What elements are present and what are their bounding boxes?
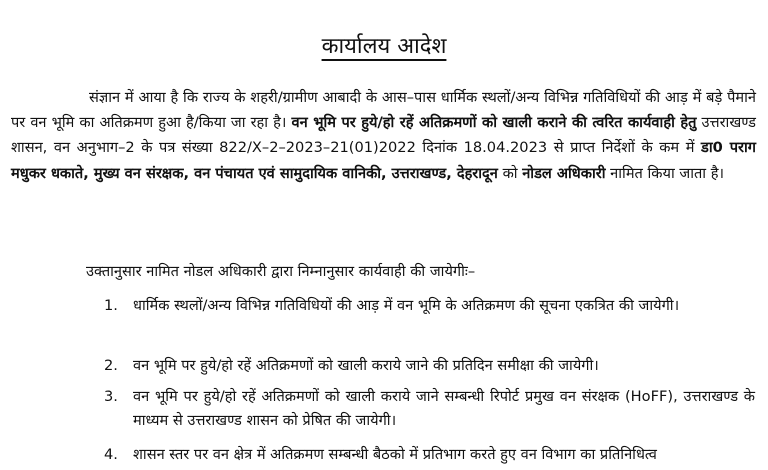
list-item-number: 4. — [104, 446, 118, 463]
list-item-number: 3. — [104, 388, 118, 405]
paragraph-part-3: को — [502, 164, 518, 182]
paragraph-bold-2: डा0 पराग मधुकर धकाते, मुख्य वन संरक्षक, वन पंचायत एवं सामुदायिक वानिकी, उत्तराखण्ड, देहरादून — [11, 139, 757, 182]
list-item-text: वन भूमि पर हुये/हो रहें अतिक्रमणों को खाली कराये जाने सम्बन्धी रिपोर्ट प्रमुख वन संरक्षक (HoFF), उत्तराखण्ड के माध्यम से उत्तराखण्ड शासन को प्रेषित की जायेगी। — [133, 388, 755, 429]
order-paragraph — [11, 85, 756, 186]
list-item-text: शासन स्तर पर वन क्षेत्र में अतिक्रमण सम्बन्धी बैठको में प्रतिभाग करते हुए वन विभाग का प्रतिनिधित्व — [133, 446, 657, 463]
paragraph-bold-1: वन भूमि पर हुये/हो रहें अतिक्रमणों को खाली कराने की त्वरित कार्यवाही हेतु — [291, 114, 697, 132]
paragraph-part-2: उत्तराखण्ड शासन, वन अनुभाग–2 के पत्र संख्या 822/X–2–2023–21(01)2022 दिनांक 18.04.2023 से प्राप्त निर्देशों के कम में — [11, 114, 756, 157]
list-item-number: 2. — [104, 357, 118, 374]
list-item-text: धार्मिक स्थलों/अन्य विभिन्न गतिविधियों की आड़ में वन भूमि के अतिक्रमण की सूचना एकत्रित की जायेगी। — [133, 297, 680, 314]
paragraph-bold-3: नोडल अधिकारी — [522, 164, 606, 182]
paragraph-part-1: संज्ञान में आया है कि राज्य के शहरी/ग्रामीण आबादी के आस–पास धार्मिक स्थलों/अन्य विभिन्न गतिविधियों की आड़ में बड़े पैमाने पर वन भूमि का अतिक्रमण हुआ है/किया जा रहा है। — [11, 89, 756, 132]
action-intro: उक्तानुसार नामित नोडल अधिकारी द्वारा निम्नानुसार कार्यवाही की जायेगीः– — [86, 263, 476, 280]
list-item-number: 1. — [104, 297, 118, 314]
paragraph-part-4: नामित किया जाता है। — [610, 164, 724, 182]
document-title: कार्यालय आदेश — [321, 34, 447, 59]
list-item-text: वन भूमि पर हुये/हो रहें अतिक्रमणों को खाली कराये जाने की प्रतिदिन समीक्षा की जायेगी। — [133, 357, 599, 374]
